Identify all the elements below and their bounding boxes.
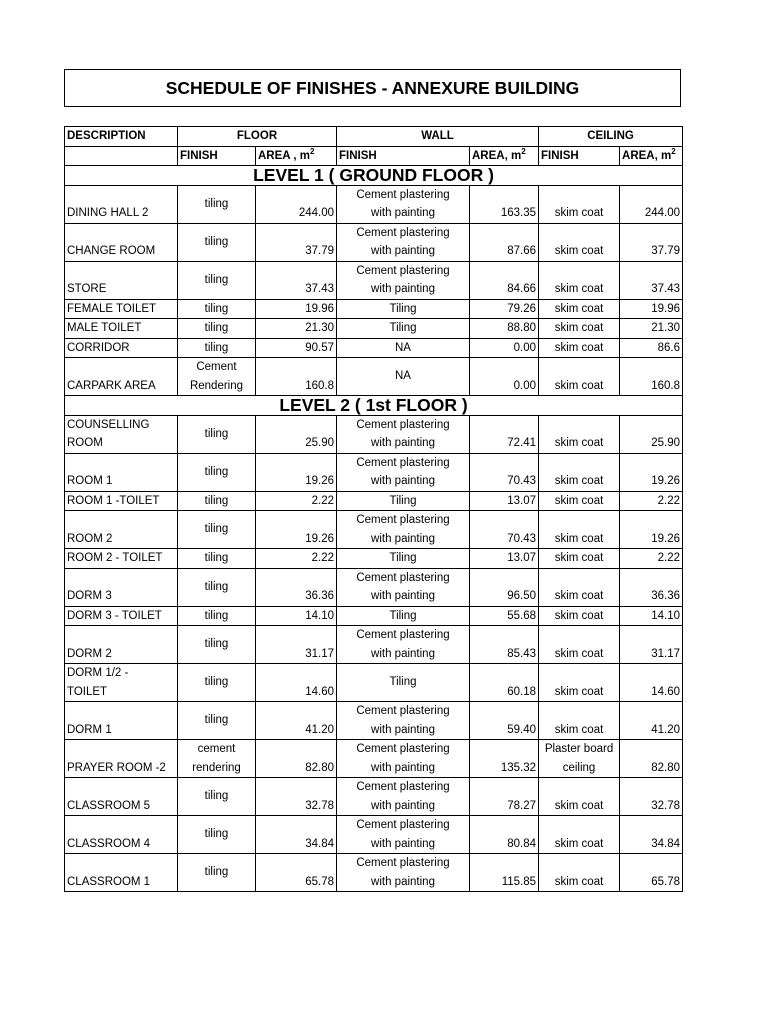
wall-area: 70.43 bbox=[470, 453, 539, 491]
ceiling-finish-line: skim coat bbox=[554, 302, 604, 315]
room-description-line: PRAYER ROOM -2 bbox=[67, 761, 166, 774]
ceiling-area: 37.79 bbox=[620, 223, 683, 261]
wall-finish-line: Cement plastering bbox=[356, 705, 450, 717]
ceiling-finish-line: skim coat bbox=[554, 723, 604, 736]
wall-area: 115.85 bbox=[470, 854, 539, 892]
table-row bbox=[65, 319, 683, 339]
header-ceiling-area bbox=[620, 146, 683, 166]
floor-finish-line: tiling bbox=[204, 322, 229, 334]
table-row bbox=[65, 358, 683, 396]
level-heading-row bbox=[65, 396, 683, 416]
wall-area: 87.66 bbox=[470, 223, 539, 261]
table-row bbox=[65, 816, 683, 854]
ceiling-finish-line: skim coat bbox=[554, 532, 604, 545]
floor-finish bbox=[178, 223, 256, 261]
ceiling-finish bbox=[539, 702, 620, 740]
wall-finish-line: with painting bbox=[371, 475, 435, 487]
wall-finish bbox=[337, 223, 470, 261]
floor-area: 2.22 bbox=[256, 549, 337, 569]
ceiling-area: 41.20 bbox=[620, 702, 683, 740]
floor-finish-line: tiling bbox=[204, 465, 229, 478]
wall-finish bbox=[337, 261, 470, 299]
ceiling-finish-line: skim coat bbox=[554, 647, 604, 660]
floor-finish-line: tiling bbox=[204, 494, 229, 507]
ceiling-finish bbox=[539, 415, 620, 453]
ceiling-area: 21.30 bbox=[620, 319, 683, 339]
wall-finish-line: with painting bbox=[371, 799, 435, 812]
room-description bbox=[65, 568, 178, 606]
wall-finish-line: NA bbox=[395, 341, 411, 354]
wall-finish-line: Cement plastering bbox=[356, 629, 450, 641]
room-description bbox=[65, 358, 178, 396]
room-description bbox=[65, 453, 178, 491]
ceiling-finish bbox=[539, 854, 620, 892]
ceiling-area: 86.6 bbox=[620, 338, 683, 358]
room-description-line: CLASSROOM 5 bbox=[67, 799, 151, 812]
floor-finish-line: tiling bbox=[204, 197, 229, 210]
header-floor-finish: FINISH bbox=[178, 146, 256, 166]
ceiling-finish bbox=[539, 185, 620, 223]
wall-finish-line: Cement plastering bbox=[356, 456, 450, 469]
floor-finish-line: tiling bbox=[204, 302, 229, 315]
table-row bbox=[65, 453, 683, 491]
floor-finish-line: tiling bbox=[204, 552, 229, 564]
floor-finish bbox=[178, 415, 256, 453]
room-description-line: ROOM 2 bbox=[67, 532, 113, 545]
wall-finish bbox=[337, 491, 470, 511]
wall-finish-line: with painting bbox=[371, 647, 435, 660]
floor-finish bbox=[178, 664, 256, 702]
floor-finish-line: rendering bbox=[192, 761, 241, 774]
wall-finish bbox=[337, 606, 470, 626]
wall-finish bbox=[337, 664, 470, 702]
room-description-line: DORM 3 bbox=[67, 590, 112, 602]
floor-finish bbox=[178, 778, 256, 816]
wall-finish bbox=[337, 511, 470, 549]
floor-finish-line: tiling bbox=[204, 580, 229, 593]
floor-finish bbox=[178, 299, 256, 319]
room-description-line: DINING HALL 2 bbox=[67, 207, 149, 219]
ceiling-finish-line: ceiling bbox=[562, 761, 596, 774]
ceiling-finish bbox=[539, 778, 620, 816]
floor-area: 21.30 bbox=[256, 319, 337, 339]
ceiling-finish-line: skim coat bbox=[554, 494, 604, 507]
room-description-line: CLASSROOM 4 bbox=[67, 837, 151, 850]
ceiling-finish bbox=[539, 606, 620, 626]
wall-finish bbox=[337, 185, 470, 223]
room-description bbox=[65, 664, 178, 702]
floor-finish-line: tiling bbox=[204, 609, 229, 622]
room-description bbox=[65, 338, 178, 358]
floor-finish-line: tiling bbox=[204, 341, 229, 354]
room-description bbox=[65, 223, 178, 261]
finishes-schedule-table bbox=[64, 126, 683, 892]
ceiling-area: 14.60 bbox=[620, 664, 683, 702]
ceiling-area: 19.96 bbox=[620, 299, 683, 319]
wall-area: 135.32 bbox=[470, 740, 539, 778]
floor-area: 19.26 bbox=[256, 453, 337, 491]
floor-finish bbox=[178, 185, 256, 223]
floor-finish bbox=[178, 491, 256, 511]
floor-finish-line: tiling bbox=[204, 866, 229, 879]
wall-finish bbox=[337, 854, 470, 892]
schedule-body bbox=[65, 127, 683, 892]
level-title: LEVEL 1 ( GROUND FLOOR ) bbox=[65, 166, 683, 186]
room-description-line: TOILET bbox=[67, 685, 108, 698]
ceiling-area: 2.22 bbox=[620, 491, 683, 511]
floor-area: 160.8 bbox=[256, 358, 337, 396]
table-row bbox=[65, 299, 683, 319]
header-wall-finish: FINISH bbox=[337, 146, 470, 166]
room-description bbox=[65, 491, 178, 511]
room-description-line: DORM 2 bbox=[67, 647, 112, 660]
header-wall: WALL bbox=[337, 127, 539, 147]
wall-finish-line: with painting bbox=[371, 723, 435, 736]
room-description-line: MALE TOILET bbox=[67, 322, 142, 334]
room-description bbox=[65, 549, 178, 569]
wall-area: 13.07 bbox=[470, 491, 539, 511]
area-unit-sup: 2 bbox=[309, 146, 315, 156]
wall-area: 85.43 bbox=[470, 626, 539, 664]
wall-finish-line: Tiling bbox=[389, 676, 417, 689]
room-description-line: COUNSELLING bbox=[67, 418, 150, 431]
floor-area: 37.43 bbox=[256, 261, 337, 299]
ceiling-area: 244.00 bbox=[620, 185, 683, 223]
wall-finish bbox=[337, 299, 470, 319]
wall-finish-line: with painting bbox=[371, 590, 435, 602]
floor-area: 41.20 bbox=[256, 702, 337, 740]
ceiling-finish-line: skim coat bbox=[554, 875, 604, 888]
room-description bbox=[65, 626, 178, 664]
room-description bbox=[65, 415, 178, 453]
wall-finish-line: Cement plastering bbox=[356, 857, 450, 869]
wall-finish-line: with painting bbox=[371, 283, 435, 295]
table-row bbox=[65, 778, 683, 816]
floor-finish-line: tiling bbox=[204, 676, 229, 689]
ceiling-area: 82.80 bbox=[620, 740, 683, 778]
wall-area: 79.26 bbox=[470, 299, 539, 319]
ceiling-finish-line: skim coat bbox=[554, 552, 604, 564]
wall-finish-line: with painting bbox=[371, 837, 435, 850]
ceiling-finish bbox=[539, 511, 620, 549]
wall-finish-line: Cement plastering bbox=[356, 514, 450, 526]
ceiling-finish bbox=[539, 816, 620, 854]
floor-finish-line: Cement bbox=[196, 361, 237, 373]
room-description bbox=[65, 778, 178, 816]
header-blank-cell bbox=[65, 146, 178, 166]
wall-finish bbox=[337, 358, 470, 396]
ceiling-finish bbox=[539, 491, 620, 511]
ceiling-area: 31.17 bbox=[620, 626, 683, 664]
room-description-line: ROOM 2 - TOILET bbox=[67, 552, 163, 564]
wall-finish bbox=[337, 338, 470, 358]
wall-area: 55.68 bbox=[470, 606, 539, 626]
wall-area: 0.00 bbox=[470, 338, 539, 358]
wall-finish-line: Cement plastering bbox=[356, 819, 450, 831]
room-description-line: STORE bbox=[67, 283, 107, 295]
room-description bbox=[65, 185, 178, 223]
table-row bbox=[65, 223, 683, 261]
wall-area-label: AREA, m bbox=[472, 149, 522, 162]
wall-finish bbox=[337, 319, 470, 339]
wall-finish-line: Cement plastering bbox=[356, 571, 450, 584]
floor-area: 36.36 bbox=[256, 568, 337, 606]
floor-area: 14.10 bbox=[256, 606, 337, 626]
floor-finish-line: tiling bbox=[204, 523, 229, 536]
floor-area: 82.80 bbox=[256, 740, 337, 778]
table-row bbox=[65, 491, 683, 511]
header-ceiling: CEILING bbox=[539, 127, 683, 147]
header-floor-area bbox=[256, 146, 337, 166]
wall-finish-line: Tiling bbox=[389, 609, 417, 622]
ceiling-area: 2.22 bbox=[620, 549, 683, 569]
wall-finish-line: NA bbox=[395, 370, 411, 383]
wall-finish bbox=[337, 778, 470, 816]
floor-area: 32.78 bbox=[256, 778, 337, 816]
wall-finish bbox=[337, 415, 470, 453]
ceiling-finish bbox=[539, 261, 620, 299]
floor-finish-line: Rendering bbox=[189, 379, 244, 392]
ceiling-finish bbox=[539, 664, 620, 702]
table-row bbox=[65, 549, 683, 569]
floor-area: 31.17 bbox=[256, 626, 337, 664]
ceiling-finish bbox=[539, 549, 620, 569]
wall-area: 13.07 bbox=[470, 549, 539, 569]
header-floor: FLOOR bbox=[178, 127, 337, 147]
ceiling-finish bbox=[539, 740, 620, 778]
floor-finish-line: tiling bbox=[204, 714, 229, 727]
floor-finish bbox=[178, 358, 256, 396]
room-description-line: ROOM 1 -TOILET bbox=[67, 494, 160, 507]
wall-finish-line: Tiling bbox=[389, 322, 417, 334]
wall-finish-line: Cement plastering bbox=[356, 264, 450, 277]
floor-finish bbox=[178, 816, 256, 854]
room-description-line: ROOM 1 bbox=[67, 475, 113, 487]
header-row-sub bbox=[65, 146, 683, 166]
floor-finish-line: tiling bbox=[204, 828, 229, 841]
wall-finish-line: Tiling bbox=[389, 552, 417, 564]
floor-finish-line: tiling bbox=[204, 638, 229, 651]
wall-finish-line: with painting bbox=[371, 207, 435, 219]
floor-finish bbox=[178, 606, 256, 626]
ceiling-finish-line: skim coat bbox=[554, 590, 604, 602]
wall-finish bbox=[337, 568, 470, 606]
room-description-line: CARPARK AREA bbox=[67, 379, 156, 392]
table-row bbox=[65, 740, 683, 778]
wall-area: 88.80 bbox=[470, 319, 539, 339]
wall-area: 163.35 bbox=[470, 185, 539, 223]
room-description-line: DORM 1/2 - bbox=[67, 667, 129, 679]
ceiling-finish-line: skim coat bbox=[554, 322, 604, 334]
floor-area: 244.00 bbox=[256, 185, 337, 223]
floor-area: 90.57 bbox=[256, 338, 337, 358]
wall-finish bbox=[337, 740, 470, 778]
floor-finish bbox=[178, 626, 256, 664]
room-description bbox=[65, 319, 178, 339]
wall-finish-line: with painting bbox=[371, 761, 435, 774]
ceiling-finish-line: skim coat bbox=[554, 799, 604, 812]
floor-area: 25.90 bbox=[256, 415, 337, 453]
wall-finish-line: Cement plastering bbox=[356, 781, 450, 793]
ceiling-area: 19.26 bbox=[620, 453, 683, 491]
wall-area: 78.27 bbox=[470, 778, 539, 816]
floor-area: 34.84 bbox=[256, 816, 337, 854]
area-unit-sup: 2 bbox=[521, 146, 526, 156]
floor-finish bbox=[178, 549, 256, 569]
level-heading-row bbox=[65, 166, 683, 186]
floor-finish-line: cement bbox=[197, 743, 236, 755]
ceiling-finish-line: skim coat bbox=[554, 837, 604, 850]
wall-finish bbox=[337, 549, 470, 569]
floor-area: 37.79 bbox=[256, 223, 337, 261]
ceiling-finish bbox=[539, 223, 620, 261]
room-description-line: DORM 3 - TOILET bbox=[67, 609, 162, 622]
wall-area: 59.40 bbox=[470, 702, 539, 740]
header-wall-area bbox=[470, 146, 539, 166]
wall-finish-line: with painting bbox=[371, 437, 435, 449]
floor-finish bbox=[178, 261, 256, 299]
ceiling-finish-line: Plaster board bbox=[544, 743, 614, 755]
wall-finish bbox=[337, 816, 470, 854]
ceiling-finish-line: skim coat bbox=[554, 437, 604, 449]
floor-finish bbox=[178, 338, 256, 358]
floor-finish-line: tiling bbox=[204, 427, 229, 440]
wall-finish-line: Tiling bbox=[389, 494, 417, 507]
ceiling-finish bbox=[539, 626, 620, 664]
table-row bbox=[65, 702, 683, 740]
wall-finish-line: Cement plastering bbox=[356, 188, 450, 201]
room-description-line: CLASSROOM 1 bbox=[67, 875, 151, 888]
wall-finish bbox=[337, 702, 470, 740]
table-row bbox=[65, 568, 683, 606]
floor-area: 65.78 bbox=[256, 854, 337, 892]
wall-finish bbox=[337, 626, 470, 664]
table-row bbox=[65, 664, 683, 702]
ceiling-finish bbox=[539, 453, 620, 491]
floor-finish bbox=[178, 854, 256, 892]
floor-finish bbox=[178, 319, 256, 339]
wall-area: 72.41 bbox=[470, 415, 539, 453]
room-description bbox=[65, 299, 178, 319]
room-description-line: FEMALE TOILET bbox=[67, 302, 157, 315]
floor-finish bbox=[178, 702, 256, 740]
floor-finish bbox=[178, 740, 256, 778]
wall-finish-line: with painting bbox=[371, 532, 435, 545]
table-row bbox=[65, 338, 683, 358]
ceiling-finish-line: skim coat bbox=[554, 245, 604, 257]
ceiling-area: 37.43 bbox=[620, 261, 683, 299]
ceiling-area: 36.36 bbox=[620, 568, 683, 606]
room-description-line: CORRIDOR bbox=[67, 341, 130, 354]
wall-finish-line: Tiling bbox=[389, 302, 417, 315]
floor-finish-line: tiling bbox=[204, 273, 229, 286]
room-description-line: CHANGE ROOM bbox=[67, 245, 156, 257]
ceiling-finish bbox=[539, 319, 620, 339]
wall-area: 84.66 bbox=[470, 261, 539, 299]
ceiling-area: 65.78 bbox=[620, 854, 683, 892]
floor-area: 19.96 bbox=[256, 299, 337, 319]
ceiling-area: 160.8 bbox=[620, 358, 683, 396]
wall-finish-line: Cement plastering bbox=[356, 743, 450, 755]
table-row bbox=[65, 626, 683, 664]
ceiling-area: 14.10 bbox=[620, 606, 683, 626]
ceiling-finish-line: skim coat bbox=[554, 609, 604, 622]
ceiling-finish-line: skim coat bbox=[554, 207, 604, 219]
ceiling-area: 32.78 bbox=[620, 778, 683, 816]
ceiling-area-label: AREA, m bbox=[622, 149, 672, 162]
floor-area: 19.26 bbox=[256, 511, 337, 549]
ceiling-area: 34.84 bbox=[620, 816, 683, 854]
room-description bbox=[65, 702, 178, 740]
ceiling-finish bbox=[539, 299, 620, 319]
area-unit-sup: 2 bbox=[671, 146, 676, 156]
room-description bbox=[65, 511, 178, 549]
table-row bbox=[65, 185, 683, 223]
floor-finish bbox=[178, 453, 256, 491]
floor-area: 14.60 bbox=[256, 664, 337, 702]
room-description bbox=[65, 606, 178, 626]
ceiling-finish-line: skim coat bbox=[554, 283, 604, 295]
room-description bbox=[65, 261, 178, 299]
wall-area: 80.84 bbox=[470, 816, 539, 854]
room-description bbox=[65, 854, 178, 892]
wall-area: 96.50 bbox=[470, 568, 539, 606]
ceiling-finish-line: skim coat bbox=[554, 475, 604, 487]
floor-finish bbox=[178, 568, 256, 606]
floor-finish-line: tiling bbox=[204, 235, 229, 248]
document-title: SCHEDULE OF FINISHES - ANNEXURE BUILDING bbox=[64, 69, 681, 107]
floor-finish-line: tiling bbox=[204, 790, 229, 803]
ceiling-finish-line: skim coat bbox=[554, 685, 604, 698]
wall-finish bbox=[337, 453, 470, 491]
header-ceiling-finish: FINISH bbox=[539, 146, 620, 166]
table-row bbox=[65, 511, 683, 549]
level-title: LEVEL 2 ( 1st FLOOR ) bbox=[65, 396, 683, 416]
ceiling-area: 19.26 bbox=[620, 511, 683, 549]
floor-area: 2.22 bbox=[256, 491, 337, 511]
wall-finish-line: with painting bbox=[371, 245, 435, 257]
wall-area: 60.18 bbox=[470, 664, 539, 702]
ceiling-finish-line: skim coat bbox=[554, 341, 604, 354]
floor-area-label: AREA , m bbox=[258, 149, 310, 162]
room-description bbox=[65, 816, 178, 854]
table-row bbox=[65, 261, 683, 299]
wall-area: 70.43 bbox=[470, 511, 539, 549]
room-description bbox=[65, 740, 178, 778]
wall-finish-line: with painting bbox=[371, 875, 435, 888]
ceiling-area: 25.90 bbox=[620, 415, 683, 453]
header-row-main bbox=[65, 127, 683, 147]
ceiling-finish bbox=[539, 568, 620, 606]
ceiling-finish bbox=[539, 338, 620, 358]
table-row bbox=[65, 606, 683, 626]
ceiling-finish-line: skim coat bbox=[554, 379, 604, 392]
room-description-line: DORM 1 bbox=[67, 723, 112, 736]
wall-finish-line: Cement plastering bbox=[356, 418, 450, 431]
room-description-line: ROOM bbox=[67, 437, 103, 449]
floor-finish bbox=[178, 511, 256, 549]
table-row bbox=[65, 854, 683, 892]
wall-area: 0.00 bbox=[470, 358, 539, 396]
header-description: DESCRIPTION bbox=[65, 127, 178, 147]
wall-finish-line: Cement plastering bbox=[356, 226, 450, 239]
ceiling-finish bbox=[539, 358, 620, 396]
table-row bbox=[65, 415, 683, 453]
